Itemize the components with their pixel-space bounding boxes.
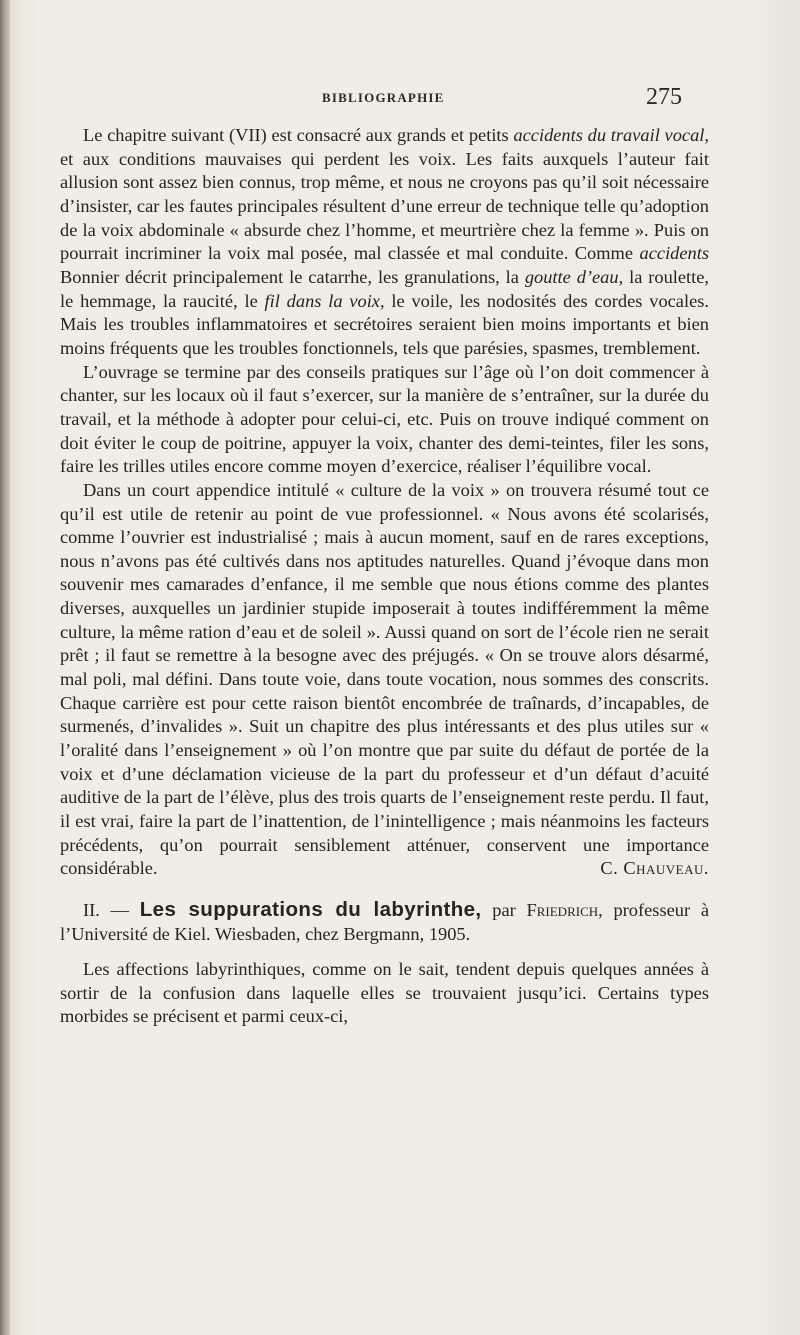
review1-paragraph-1: Le chapitre suivant (VII) est consacré aux grands et petits accidents du travail vocal, et aux conditions mauvaises qui perdent les voix. Les faits auxquels l’auteur fait allusion sont assez bien connus, trop même, et nous ne croyons pas qu’il soit nécessaire d’insister, car les fautes principales résultent d’une erreur de technique telle qu’adoption de la voix abdominale « absurde chez l’homme, et meurtrière chez la femme ». Puis on pourrait incriminer la voix mal posée, mal classée et mal conduite. Comme accidents Bonnier décrit principalement le catarrhe, les granulations, la goutte d’eau, la roulette, le hemmage, la raucité, le fil dans la voix, le voile, les nodosités des cordes vocales. Mais les troubles inflammatoires et secrétoires seraient bien moins importants et bien moins fréquents que les troubles fonctionnels, tels que parésies, spasmes, tremblement. <box>60 125 710 358</box>
book-title: Les suppurations du labyrinthe, <box>139 898 482 921</box>
page-body <box>60 124 709 1029</box>
section-spacer <box>60 881 709 898</box>
italic-term: fil dans la voix, <box>264 290 385 311</box>
running-title: BIBLIOGRAPHIE <box>322 90 445 105</box>
book-details: professeur à l’Université de Kiel. Wiesbaden, chez Bergmann, 1905. <box>60 900 709 944</box>
entry-number: II. — <box>83 900 140 920</box>
running-header <box>60 84 682 114</box>
book-author: Friedrich, <box>526 900 603 920</box>
reviewer-signature: C. Chauveau. <box>600 858 709 879</box>
review1-paragraph-3: Dans un court appendice intitulé « culture de la voix » on trouvera résumé tout ce qu’il est utile de retenir au point de vue professionnel. « Nous avons été scolarisés, comme l’ouvrier est industrialisé ; mais à aucun moment, sauf en de rares exceptions, nous n’avons pas été cultivés dans nos aptitudes naturelles. Quand j’évoque dans mon souvenir mes camarades d’enfance, il me semble que nous étions comme des plantes diverses, auxquelles un jardinier stupide imposerait à toutes indifféremment la même culture, la même ration d’eau et de soleil ». Aussi quand on sort de l’école rien ne serait prêt ; il faut se remettre à la besogne avec des préjugés. « On se trouve alors désarmé, mal poli, mal défini. Dans toute voie, dans toute vocation, nous sommes des conscrits. Chaque carrière est pour cette raison bientôt encombrée de traînards, d’incapables, de surmenés, d’invalides ». Suit un chapitre des plus intéressants et des plus utiles sur « l’oralité dans l’enseignement » où l’on montre que par suite du défaut de portée de la voix et d’une déclamation vicieuse de la part du professeur et d’un défaut d’acuité auditive de la part de l’élève, plus des trois quarts de l’enseignement reste perdu. Il faut, il est vrai, faire la part de l’inattention, de l’inintelligence ; mais néanmoins les facteurs précédents, qu’on pourrait sensiblement atténuer, conservent une importance considérable. C. Chauveau. <box>60 479 709 881</box>
page-number: 275 <box>646 84 682 110</box>
italic-term: accidents <box>639 243 709 264</box>
italic-term: accidents du travail vocal, <box>513 125 709 145</box>
review2-bibliographic-entry: II. — Les suppurations du labyrinthe, par Friedrich, professeur à l’Université de Kiel. Wiesbaden, chez Bergmann, 1905. <box>60 898 709 944</box>
review2-paragraph-1: Les affections labyrinthiques, comme on le sait, tendent depuis quelques années à sortir de la confusion dans laquelle elles se trouvaient jusqu’ici. Certains types morbides se précisent et parmi ceux-ci, <box>60 959 709 1027</box>
page-gutter-shadow <box>0 0 10 1335</box>
review1-paragraph-2: L’ouvrage se termine par des conseils pratiques sur l’âge où l’on doit commencer à chanter, sur les locaux où il faut s’exercer, sur la manière de s’entraîner, sur la durée du travail, et la méthode à adopter pour celui-ci, etc. Puis on trouve indiqué comment on doit éviter le coup de poitrine, appuyer la voix, chanter des demi-teintes, filer les sons, faire les trilles utiles encore comme moyen d’exercice, réaliser l’équilibre vocal. <box>60 361 709 477</box>
italic-term: goutte d’eau, <box>524 266 624 287</box>
